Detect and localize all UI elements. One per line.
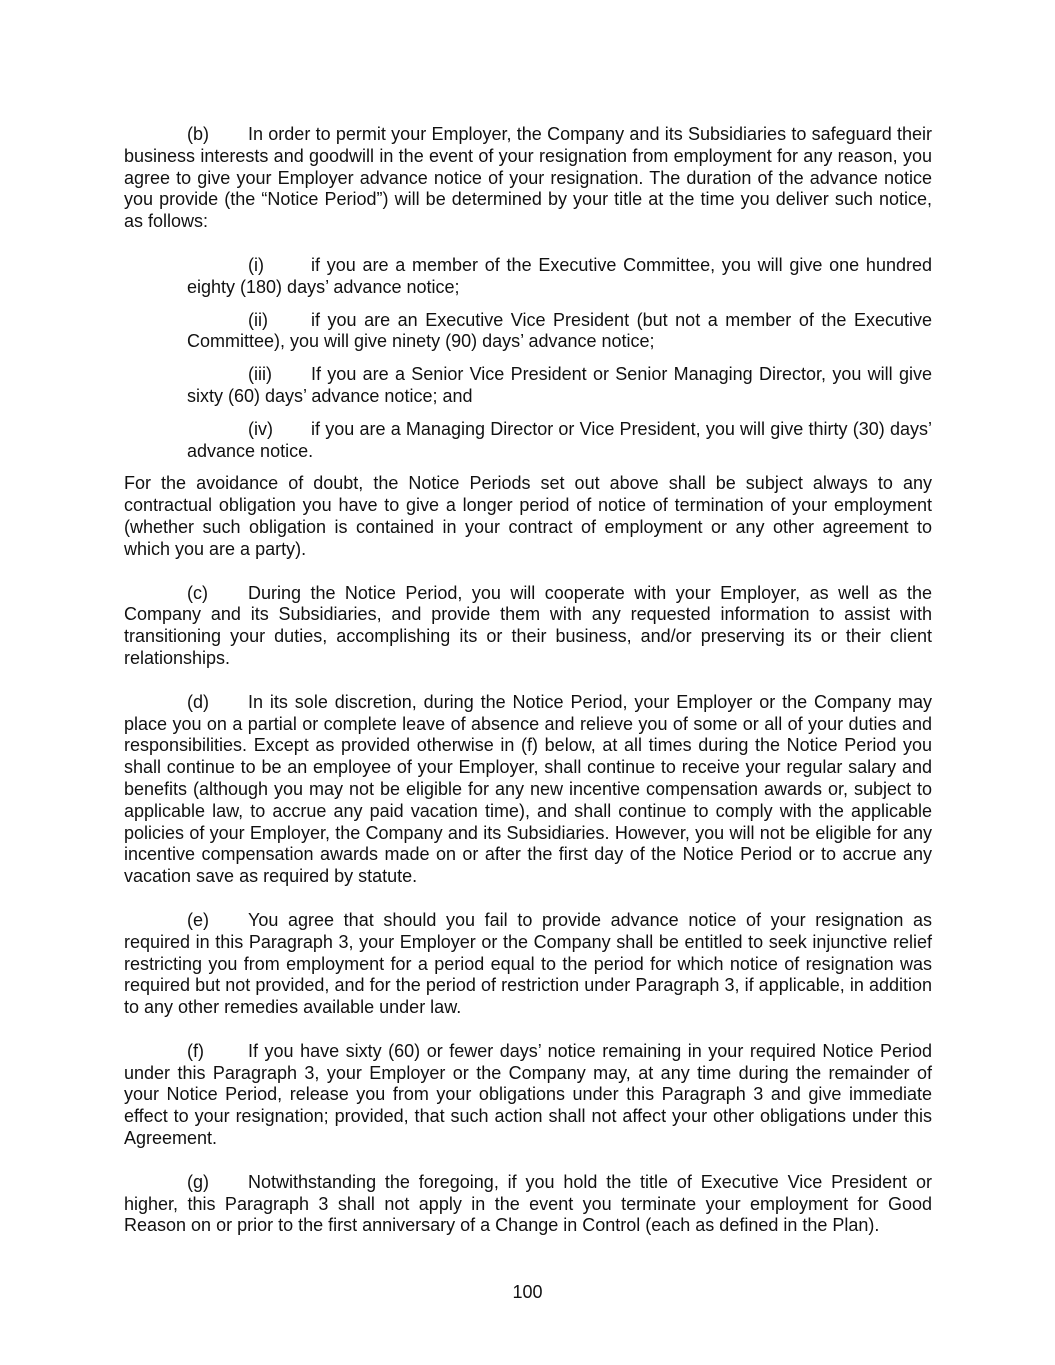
paragraph-b xyxy=(124,124,932,233)
paragraph-c-text: During the Notice Period, you will cooperate with your Employer, as well as the Company and its Subsidiaries, and provide them with any requested information to assist with transitioning your duties, accomplishing its or their business, and/or preserving its or their client relationships. xyxy=(124,582,932,668)
paragraph-d xyxy=(124,692,932,888)
paragraph-c xyxy=(124,583,932,670)
avoidance-of-doubt-paragraph: For the avoidance of doubt, the Notice Periods set out above shall be subject always to any contractual obligation you have to give a longer period of notice of termination of your employment (whether such obligation is contained in your contract of employment or any other agreement to which you are a party). xyxy=(124,473,932,559)
sub-item-iii-label: (iii) xyxy=(248,364,272,385)
paragraph-f-text: If you have sixty (60) or fewer days’ notice remaining in your required Notice Period under this Paragraph 3, your Employer or the Company may, at any time during the remainder of your Notice Period, release you from your obligations under this Paragraph 3 and give immediate effect to your resignation; provided, that such action shall not affect your other obligations under this Agreement. xyxy=(124,1040,932,1149)
sub-item-i xyxy=(187,255,932,299)
paragraph-e xyxy=(124,910,932,1019)
sub-item-iv xyxy=(187,419,932,463)
paragraph-c-label: (c) xyxy=(187,582,208,603)
page-number: 100 xyxy=(512,1282,543,1302)
sub-item-iv-label: (iv) xyxy=(248,418,273,439)
paragraph-g-text: Notwithstanding the foregoing, if you hold the title of Executive Vice President or higher, this Paragraph 3 shall not apply in the event you terminate your employment for Good Reason on or prior to the first anniversary of a Change in Control (each as defined in the Plan). xyxy=(124,1171,932,1236)
sub-item-ii-text: if you are an Executive Vice President (but not a member of the Executive Committee), you will give ninety (90) days’ advance notice; xyxy=(187,309,932,352)
sub-item-iv-text: if you are a Managing Director or Vice President, you will give thirty (30) days’ advance notice. xyxy=(187,418,932,461)
sub-item-ii xyxy=(187,310,932,354)
paragraph-g xyxy=(124,1172,932,1237)
sub-item-ii-label: (ii) xyxy=(248,309,268,330)
paragraph-b-text: In order to permit your Employer, the Company and its Subsidiaries to safeguard their business interests and goodwill in the event of your resignation from employment for any reason, you agree to give your Employer advance notice of your resignation. The duration of the advance notice you provide (the “Notice Period”) will be determined by your title at the time you deliver such notice, as follows: xyxy=(124,124,932,232)
sub-item-i-text: if you are a member of the Executive Committee, you will give one hundred eighty (180) days’ advance notice; xyxy=(187,254,932,297)
document-body xyxy=(124,124,932,1237)
paragraph-e-text: You agree that should you fail to provide advance notice of your resignation as required in this Paragraph 3, your Employer or the Company shall be entitled to seek injunctive relief restricting you from employment for a period equal to the period for which notice of resignation was required but not provided, and for the period of restriction under Paragraph 3, if applicable, in addition to any other remedies available under law. xyxy=(124,909,932,1018)
paragraph-f xyxy=(124,1041,932,1150)
sub-item-iii xyxy=(187,364,932,408)
paragraph-e-label: (e) xyxy=(187,909,209,930)
paragraph-b-label: (b) xyxy=(187,124,209,144)
paragraph-d-label: (d) xyxy=(187,691,209,712)
paragraph-g-label: (g) xyxy=(187,1171,209,1192)
paragraph-f-label: (f) xyxy=(187,1040,204,1061)
paragraph-d-text: In its sole discretion, during the Notice Period, your Employer or the Company may place you on a partial or complete leave of absence and relieve you of some or all of your duties and responsibilities. Except as provided otherwise in (f) below, at all times during the Notice Period you shall continue to be an employee of your Employer, shall continue to receive your regular salary and benefits (although you may not be eligible for any new incentive compensation awards or, subject to applicable law, to accrue any paid vacation time), and shall continue to comply with the applicable policies of your Employer, the Company and its Subsidiaries. However, you will not be eligible for any incentive compensation awards made on or after the first day of the Notice Period or to accrue any vacation save as required by statute. xyxy=(124,691,932,887)
sub-item-iii-text: If you are a Senior Vice President or Senior Managing Director, you will give sixty (60) days’ advance notice; and xyxy=(187,364,932,406)
sub-item-i-label: (i) xyxy=(248,254,264,275)
